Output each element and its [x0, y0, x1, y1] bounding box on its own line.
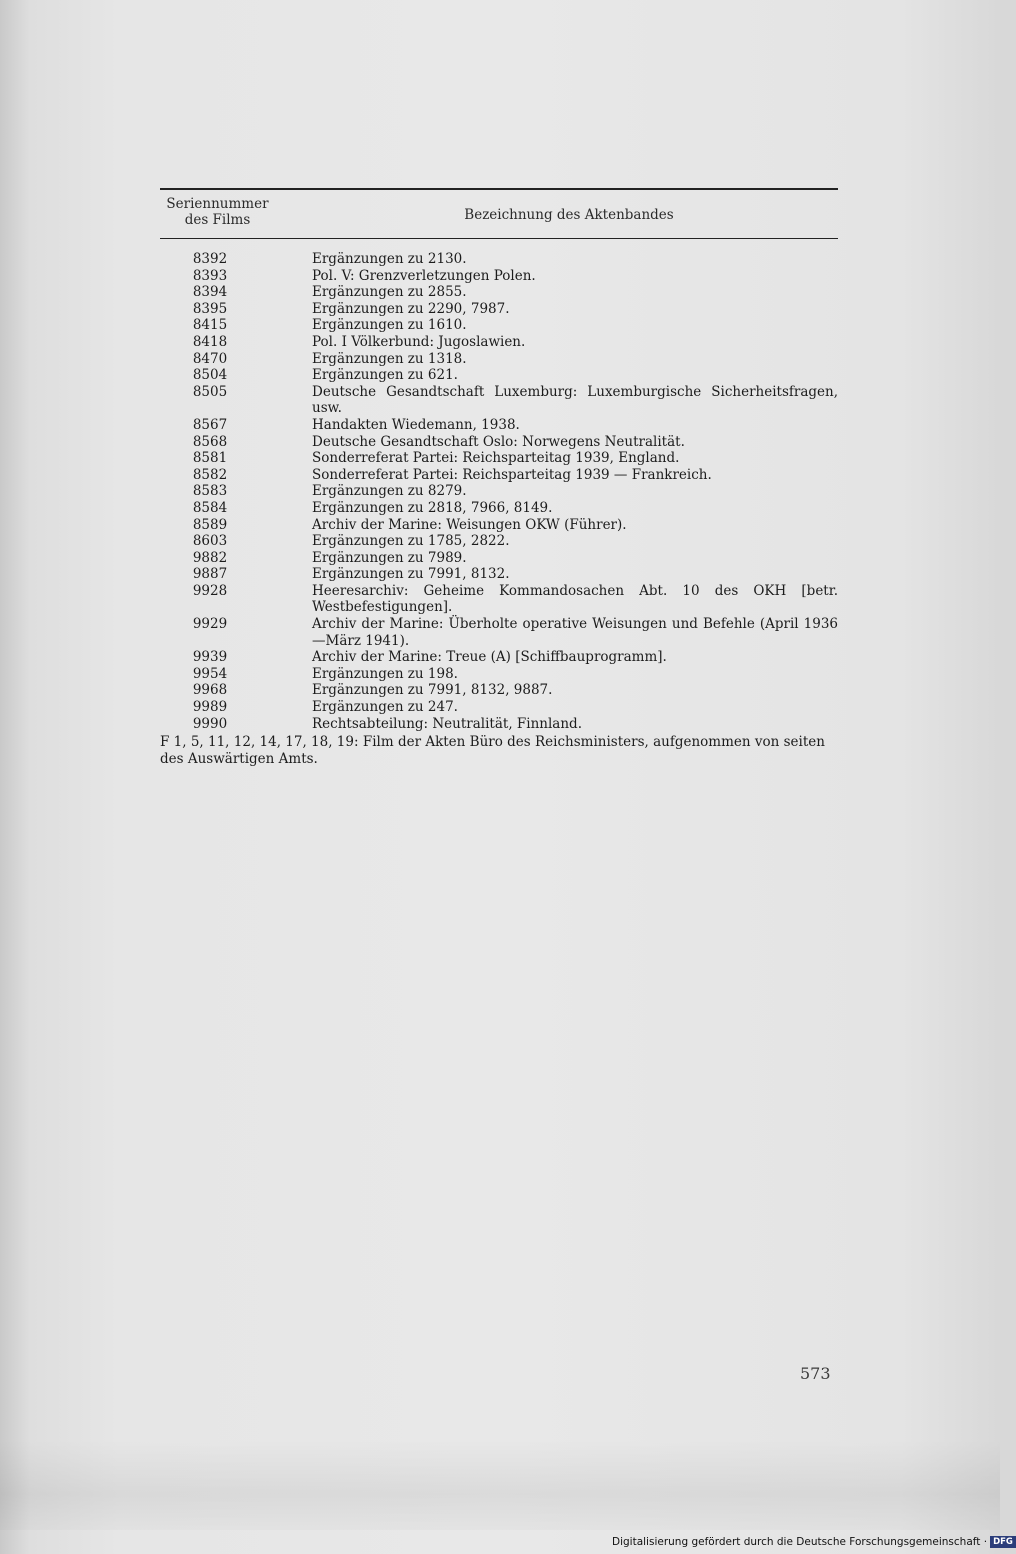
table-row [160, 550, 838, 567]
table-row [160, 450, 838, 467]
serial-number: 8392 [192, 251, 228, 267]
archive-table [160, 188, 838, 767]
serial-number: 8581 [192, 450, 228, 467]
serial-number: 8603 [192, 533, 228, 550]
volume-description: Heeresarchiv: Geheime Kommandosachen Abt. 10 des OKH [betr. Westbefestigungen]. [312, 582, 838, 616]
table-footnote [160, 734, 838, 767]
digitization-credit [612, 1536, 1016, 1548]
serial-number: 9939 [192, 649, 228, 666]
table-row [160, 666, 838, 683]
volume-description: Sonderreferat Partei: Reichsparteitag 1939, England. [312, 450, 680, 467]
table-row [160, 301, 838, 318]
serial-number: 8470 [192, 350, 228, 367]
serial-number: 8583 [192, 483, 228, 500]
serial-number: 8393 [192, 267, 228, 284]
volume-description: Deutsche Gesandtschaft Oslo: Norwegens Neutralität. [312, 433, 685, 450]
volume-description: Ergänzungen zu 247. [312, 699, 458, 716]
volume-description: Ergänzungen zu 198. [312, 665, 458, 682]
volume-description: Ergänzungen zu 7991, 8132, 9887. [312, 682, 553, 699]
serial-number: 8567 [192, 416, 228, 433]
serial-number: 9968 [192, 682, 228, 699]
volume-description: Ergänzungen zu 7991, 8132. [312, 566, 510, 583]
dfg-logo: DFG [990, 1536, 1016, 1548]
table-row [160, 616, 838, 649]
volume-description: Archiv der Marine: Weisungen OKW (Führer). [312, 516, 627, 533]
volume-description: Ergänzungen zu 1785, 2822. [312, 533, 510, 550]
table-row [160, 483, 838, 500]
table-row [160, 268, 838, 285]
header-serial-number [160, 196, 275, 228]
serial-number: 9990 [192, 715, 228, 732]
serial-number: 8395 [192, 300, 228, 317]
volume-description: Ergänzungen zu 7989. [312, 549, 467, 566]
volume-description: Ergänzungen zu 2290, 7987. [312, 300, 510, 317]
table-row [160, 251, 838, 268]
footnote-body: Film der Akten Büro des Reichsministers, aufgenommen von seiten des Auswärtigen Amts. [160, 734, 825, 767]
serial-number: 9929 [192, 616, 228, 633]
volume-description: Pol. I Völkerbund: Jugoslawien. [312, 333, 526, 350]
volume-description: Sonderreferat Partei: Reichsparteitag 1939 — Frankreich. [312, 466, 712, 483]
header-serial-line1: Seriennummer [166, 196, 269, 212]
serial-number: 8584 [192, 499, 228, 516]
serial-number: 8504 [192, 367, 228, 384]
serial-number: 8589 [192, 516, 228, 533]
header-description: Bezeichnung des Aktenbandes [464, 207, 674, 223]
table-body [160, 239, 838, 732]
volume-description: Ergänzungen zu 621. [312, 367, 458, 384]
table-row [160, 699, 838, 716]
table-row [160, 367, 838, 384]
header-serial-line2: des Films [184, 212, 251, 228]
serial-number: 9887 [192, 566, 228, 583]
table-row [160, 716, 838, 733]
footnote-label: F 1, 5, 11, 12, 14, 17, 18, 19: [160, 734, 359, 751]
serial-number: 9882 [192, 549, 228, 566]
serial-number: 8415 [192, 317, 228, 334]
volume-description: Ergänzungen zu 1318. [312, 350, 467, 367]
table-row [160, 434, 838, 451]
volume-description: Pol. V: Grenzverletzungen Polen. [312, 267, 536, 284]
table-row [160, 583, 838, 616]
volume-description: Ergänzungen zu 1610. [312, 317, 467, 334]
serial-number: 9954 [192, 665, 228, 682]
table-row [160, 533, 838, 550]
credit-text: Digitalisierung gefördert durch die Deutsche Forschungsgemeinschaft · [612, 1536, 988, 1548]
table-header [160, 190, 838, 238]
volume-description: Ergänzungen zu 2130. [312, 251, 467, 267]
table-row [160, 566, 838, 583]
table-row [160, 384, 838, 417]
page-number: 573 [800, 1364, 831, 1383]
volume-description: Ergänzungen zu 2855. [312, 284, 467, 301]
serial-number: 8582 [192, 466, 228, 483]
table-row [160, 417, 838, 434]
table-row [160, 649, 838, 666]
table-row [160, 500, 838, 517]
table-row [160, 467, 838, 484]
table-row [160, 517, 838, 534]
serial-number: 8418 [192, 333, 228, 350]
table-row [160, 317, 838, 334]
volume-description: Ergänzungen zu 2818, 7966, 8149. [312, 499, 553, 516]
scan-shade [0, 1440, 1000, 1530]
table-row [160, 284, 838, 301]
serial-number: 8505 [192, 383, 228, 400]
serial-number: 9928 [192, 582, 228, 599]
volume-description: Archiv der Marine: Treue (A) [Schiffbauprogramm]. [312, 649, 667, 666]
table-row [160, 334, 838, 351]
table-row [160, 682, 838, 699]
volume-description: Archiv der Marine: Überholte operative Weisungen und Befehle (April 1936—März 1941). [312, 616, 838, 649]
table-row [160, 351, 838, 368]
volume-description: Rechtsabteilung: Neutralität, Finnland. [312, 715, 582, 732]
footnote-text [160, 734, 838, 767]
volume-description: Ergänzungen zu 8279. [312, 483, 467, 500]
volume-description: Handakten Wiedemann, 1938. [312, 416, 520, 433]
serial-number: 8568 [192, 433, 228, 450]
volume-description: Deutsche Gesandtschaft Luxemburg: Luxemburgische Sicherheitsfragen, usw. [312, 383, 838, 417]
serial-number: 8394 [192, 284, 228, 301]
serial-number: 9989 [192, 699, 228, 716]
